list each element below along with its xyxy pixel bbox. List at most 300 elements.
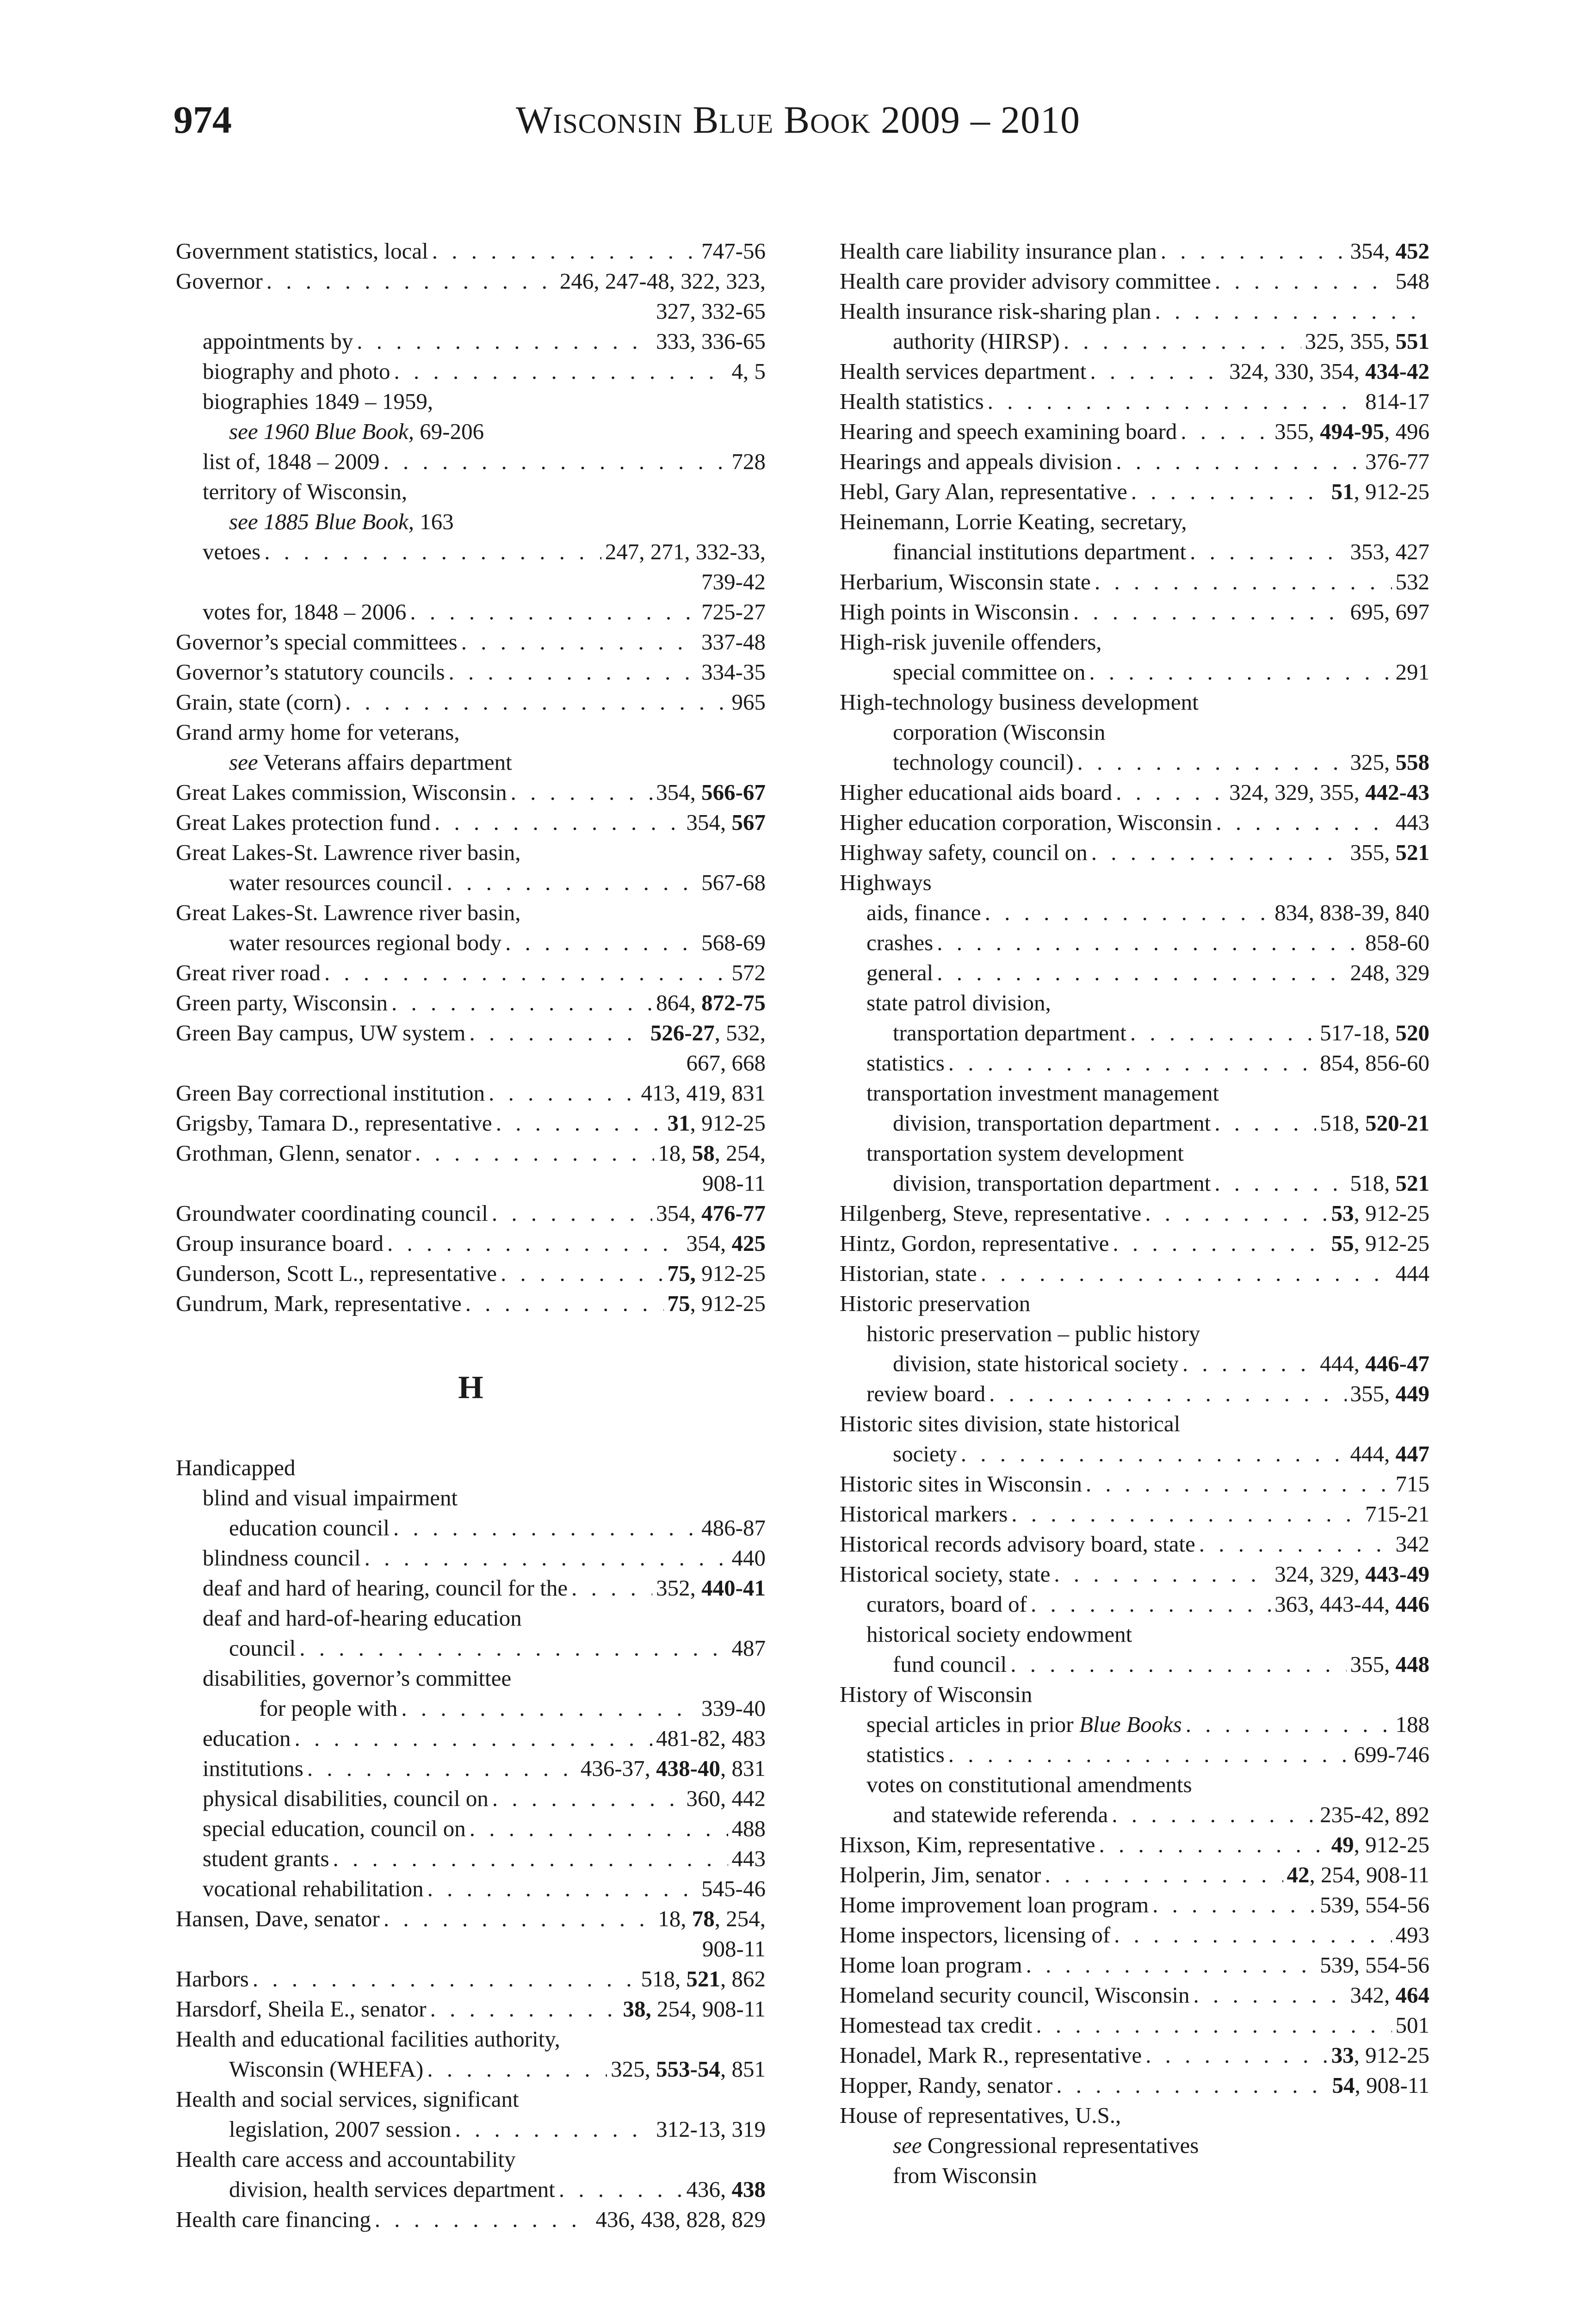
page-refs xyxy=(656,1573,766,1603)
index-entry xyxy=(176,958,766,988)
page-ref: , 912-25 xyxy=(690,1291,766,1316)
page-refs xyxy=(1274,416,1429,446)
dot-leader xyxy=(937,958,1346,988)
entry-term: Green party, Wisconsin xyxy=(176,990,388,1015)
index-entry xyxy=(176,1904,766,1964)
page-refs xyxy=(701,236,766,266)
page-ref: 545-46 xyxy=(701,1876,766,1901)
page-ref-bold: 446-47 xyxy=(1365,1351,1429,1376)
dot-leader xyxy=(985,897,1271,928)
entry-term: Home inspectors, licensing of xyxy=(840,1922,1111,1948)
entry-term: Heinemann, Lorrie Keating, secretary, xyxy=(840,509,1187,534)
page-ref: 436, 438, 828, 829 xyxy=(595,2207,766,2232)
page-ref: 699-746 xyxy=(1354,1742,1429,1767)
page-ref-bold: 476-77 xyxy=(701,1200,766,1226)
page-refs: 327, 332-65 xyxy=(656,298,766,324)
page-ref: 352, xyxy=(656,1575,702,1601)
entry-continuation xyxy=(176,1934,766,1964)
page-refs: 908-11 xyxy=(702,1170,766,1196)
index-entry xyxy=(176,717,766,777)
entry-term: financial institutions department xyxy=(893,539,1187,564)
entry-term: blind and visual impairment xyxy=(203,1485,458,1510)
index-entry xyxy=(840,356,1429,386)
page-ref-bold: 434-42 xyxy=(1365,359,1429,384)
entry-line xyxy=(840,897,1429,928)
page-refs xyxy=(1396,1709,1430,1739)
entry-line xyxy=(176,1994,766,2024)
entry-term: Herbarium, Wisconsin state xyxy=(840,569,1091,594)
index-entry xyxy=(176,1874,766,1904)
page-ref: 360, 442 xyxy=(686,1786,766,1811)
dot-leader xyxy=(266,266,556,296)
entry-term: division, state historical society xyxy=(893,1351,1179,1376)
page-ref-bold: 49 xyxy=(1331,1832,1354,1857)
page-ref-bold: 872-75 xyxy=(701,990,766,1015)
page-ref: 486-87 xyxy=(701,1515,766,1540)
page-ref: 539, 554-56 xyxy=(1320,1952,1429,1978)
entry-line xyxy=(840,1379,1429,1409)
index-entry xyxy=(840,1830,1429,1860)
entry-term: division, health services department xyxy=(229,2177,555,2202)
entry-term: biographies 1849 – 1959, xyxy=(203,389,433,414)
see-reference: see xyxy=(229,749,258,775)
page-ref: 354, xyxy=(1350,238,1396,264)
page-ref-bold: 438 xyxy=(731,2177,766,2202)
page-ref-bold: 33 xyxy=(1331,2042,1354,2068)
page-ref-bold: 447 xyxy=(1395,1441,1429,1466)
entry-line xyxy=(176,1964,766,1994)
page-ref-bold: 520-21 xyxy=(1365,1110,1429,1136)
dot-leader xyxy=(571,1573,652,1603)
entry-term: special articles in prior Blue Books xyxy=(866,1712,1182,1737)
entry-line xyxy=(840,1769,1429,1800)
page-ref-bold: 425 xyxy=(731,1231,766,1256)
entry-line xyxy=(840,1409,1429,1439)
page-ref-bold: 567 xyxy=(731,810,766,835)
page-ref: 333, 336-65 xyxy=(656,328,766,354)
entry-line xyxy=(176,928,766,958)
page-ref-bold: 553-54 xyxy=(656,2056,720,2082)
page-refs xyxy=(641,1078,766,1108)
entry-term: corporation (Wisconsin xyxy=(893,719,1106,745)
entry-term: Historical records advisory board, state xyxy=(840,1531,1195,1557)
page-ref-bold: 464 xyxy=(1395,1982,1429,2008)
page-refs xyxy=(1396,1258,1430,1288)
index-entry xyxy=(176,1078,766,1108)
entry-line xyxy=(840,597,1429,627)
dot-leader xyxy=(253,1964,637,1994)
dot-leader xyxy=(1064,326,1301,356)
entry-line xyxy=(840,1830,1429,1860)
page-refs xyxy=(1396,1469,1430,1499)
entry-term: Hansen, Dave, senator xyxy=(176,1906,380,1931)
page-refs xyxy=(1396,266,1430,296)
entry-continuation xyxy=(176,296,766,326)
entry-line xyxy=(840,567,1429,597)
index-entry xyxy=(840,1469,1429,1499)
dot-leader xyxy=(1031,1589,1271,1619)
entry-line xyxy=(176,356,766,386)
entry-term: Great Lakes-St. Lawrence river basin, xyxy=(176,840,521,865)
page-refs xyxy=(732,1843,766,1874)
page-ref: 325, 355, xyxy=(1305,328,1396,354)
page-refs xyxy=(1332,2070,1430,2100)
index-entry xyxy=(176,807,766,837)
page-header xyxy=(173,93,1423,148)
page-ref: , 912-25 xyxy=(690,1110,766,1136)
entry-line xyxy=(176,717,766,747)
index-entry xyxy=(840,1980,1429,2010)
index-entry xyxy=(840,1679,1429,1739)
entry-term: Green Bay campus, UW system xyxy=(176,1020,466,1045)
entry-term: institutions xyxy=(203,1756,303,1781)
dot-leader xyxy=(427,2054,607,2084)
page-refs xyxy=(1396,2010,1430,2040)
entry-line xyxy=(176,988,766,1018)
entry-line xyxy=(176,958,766,988)
entry-line xyxy=(840,236,1429,266)
entry-line xyxy=(176,867,766,897)
page-refs xyxy=(1229,777,1429,807)
dot-leader xyxy=(1161,236,1347,266)
page-ref-bold: 521 xyxy=(1395,1170,1429,1196)
page-ref: 339-40 xyxy=(701,1695,766,1721)
index-entry xyxy=(176,1723,766,1753)
index-entry xyxy=(840,2100,1429,2190)
index-entry xyxy=(176,1813,766,1843)
index-entry xyxy=(840,2070,1429,2100)
page-ref: , 912-25 xyxy=(1354,1231,1429,1256)
index-entry xyxy=(176,687,766,717)
page-ref: 248, 329 xyxy=(1350,960,1429,985)
entry-term: education council xyxy=(229,1515,390,1540)
page-refs xyxy=(687,1228,766,1258)
page-refs xyxy=(701,597,766,627)
dot-leader xyxy=(1011,1499,1361,1529)
entry-line xyxy=(176,2084,766,2114)
dot-leader xyxy=(1099,1830,1327,1860)
entry-line xyxy=(840,1318,1429,1348)
page-ref: 443 xyxy=(731,1846,766,1871)
index-entry xyxy=(840,928,1429,958)
page-refs xyxy=(1305,326,1430,356)
page-refs xyxy=(732,958,766,988)
page-refs xyxy=(1350,597,1430,627)
page-ref: , 912-25 xyxy=(1354,2042,1429,2068)
dot-leader xyxy=(391,988,652,1018)
page-refs xyxy=(656,988,766,1018)
entry-term: water resources regional body xyxy=(229,930,502,955)
entry-term: Hebl, Gary Alan, representative xyxy=(840,479,1127,504)
entry-line xyxy=(840,1228,1429,1258)
page-ref: 354, xyxy=(656,1200,702,1226)
entry-term: territory of Wisconsin, xyxy=(203,479,408,504)
entry-term: High points in Wisconsin xyxy=(840,599,1070,625)
entry-line xyxy=(176,1138,766,1168)
entry-continuation xyxy=(176,567,766,597)
page-refs xyxy=(732,356,766,386)
index-entry xyxy=(176,386,766,446)
entry-term: society xyxy=(893,1441,957,1466)
entry-line xyxy=(840,717,1429,747)
entry-term: Historic sites division, state historical xyxy=(840,1411,1181,1436)
entry-term: Health care liability insurance plan xyxy=(840,238,1157,264)
dot-leader xyxy=(345,687,728,717)
page-refs xyxy=(701,1693,766,1723)
index-entry xyxy=(840,266,1429,296)
page-refs xyxy=(1365,928,1429,958)
page-ref-bold: 42 xyxy=(1287,1862,1310,1887)
dot-leader xyxy=(496,1108,664,1138)
see-reference: see xyxy=(893,2133,922,2158)
entry-line xyxy=(840,1619,1429,1649)
index-entry xyxy=(840,958,1429,988)
entry-line xyxy=(176,1288,766,1318)
page-refs xyxy=(1396,1529,1430,1559)
page-ref: 354, xyxy=(686,810,732,835)
page-ref: 568-69 xyxy=(701,930,766,955)
entry-term: Health statistics xyxy=(840,389,984,414)
entry-line xyxy=(840,507,1429,537)
page-ref: 518, xyxy=(641,1966,687,1991)
page-ref-bold: 58 xyxy=(692,1140,715,1166)
entry-line xyxy=(840,1348,1429,1379)
entry-term: crashes xyxy=(866,930,934,955)
dot-leader xyxy=(948,1739,1350,1769)
page-refs xyxy=(668,1108,766,1138)
page-ref: 355, xyxy=(1350,1651,1396,1677)
index-entry xyxy=(840,1920,1429,1950)
index-entry xyxy=(840,1138,1429,1198)
page-ref: 747-56 xyxy=(701,238,766,264)
page-ref: 572 xyxy=(731,960,766,985)
entry-term: physical disabilities, council on xyxy=(203,1786,489,1811)
page-refs xyxy=(701,928,766,958)
entry-term: authority (HIRSP) xyxy=(893,328,1060,354)
entry-term: High-technology business development xyxy=(840,689,1199,715)
page-ref: 532 xyxy=(1395,569,1429,594)
page-number: 974 xyxy=(173,99,232,142)
entry-line xyxy=(176,1753,766,1783)
index-entry xyxy=(176,236,766,266)
page-ref: , 831 xyxy=(720,1756,766,1781)
entry-term: Great river road xyxy=(176,960,321,985)
entry-term: Highways xyxy=(840,870,932,895)
dot-leader xyxy=(492,1198,652,1228)
page-ref: 487 xyxy=(731,1635,766,1661)
page-refs xyxy=(656,1723,766,1753)
page-refs xyxy=(1274,897,1429,928)
page-refs xyxy=(1320,1348,1429,1379)
page-ref: 864, xyxy=(656,990,702,1015)
dot-leader xyxy=(1131,476,1328,507)
index-entry xyxy=(840,777,1429,807)
dot-leader xyxy=(461,627,698,657)
page-refs xyxy=(668,1288,766,1318)
page-refs xyxy=(732,1633,766,1663)
dot-leader xyxy=(1045,1860,1283,1890)
entry-term: aids, finance xyxy=(866,900,981,925)
entry-line xyxy=(840,1589,1429,1619)
entry-line xyxy=(840,1499,1429,1529)
entry-term: transportation system development xyxy=(866,1140,1184,1166)
dot-leader xyxy=(333,1843,728,1874)
entry-term: Groundwater coordinating council xyxy=(176,1200,488,1226)
dot-leader xyxy=(387,1228,682,1258)
page-ref-bold: 449 xyxy=(1395,1381,1429,1406)
entry-line xyxy=(840,1138,1429,1168)
page-ref: 444 xyxy=(1395,1261,1429,1286)
entry-line xyxy=(176,2024,766,2054)
page-refs xyxy=(1331,1228,1429,1258)
entry-line xyxy=(840,266,1429,296)
entry-term: Gundrum, Mark, representative xyxy=(176,1291,462,1316)
index-entry xyxy=(176,476,766,537)
index-entry xyxy=(176,1138,766,1198)
page-refs xyxy=(1365,446,1429,476)
dot-leader xyxy=(1216,807,1392,837)
index-entry xyxy=(176,1753,766,1783)
entry-term: general xyxy=(866,960,934,985)
index-entry xyxy=(840,1739,1429,1769)
entry-line xyxy=(840,1739,1429,1769)
page-refs xyxy=(1320,1108,1429,1138)
index-entry xyxy=(840,687,1429,777)
dot-leader xyxy=(1086,1469,1392,1499)
page-refs: 667, 668 xyxy=(686,1050,766,1076)
entry-line xyxy=(176,236,766,266)
entry-line xyxy=(176,807,766,837)
dot-leader xyxy=(492,1783,683,1813)
index-entry xyxy=(176,266,766,326)
entry-term: Hintz, Gordon, representative xyxy=(840,1231,1109,1256)
entry-term: Holperin, Jim, senator xyxy=(840,1862,1041,1887)
index-entry xyxy=(840,386,1429,416)
entry-line xyxy=(840,1469,1429,1499)
entry-line xyxy=(176,1573,766,1603)
entry-line xyxy=(840,837,1429,867)
index-entry xyxy=(840,1769,1429,1830)
page-refs xyxy=(605,537,766,567)
entry-line xyxy=(176,837,766,867)
dot-leader xyxy=(1090,356,1225,386)
page-refs xyxy=(1287,1860,1430,1890)
index-entry xyxy=(176,777,766,807)
page-ref-bold: 452 xyxy=(1395,238,1429,264)
entry-line xyxy=(176,1483,766,1513)
page-ref: 858-60 xyxy=(1365,930,1429,955)
page-refs xyxy=(1396,1920,1430,1950)
entry-line xyxy=(176,777,766,807)
page-ref-bold: 551 xyxy=(1395,328,1429,354)
dot-leader xyxy=(1056,2070,1328,2100)
dot-leader xyxy=(393,1513,698,1543)
entry-line xyxy=(176,416,766,446)
entry-term: division, transportation department xyxy=(893,1170,1211,1196)
see-target: 69-206 xyxy=(414,419,484,444)
index-entry xyxy=(176,1543,766,1573)
page-ref-bold: 521 xyxy=(686,1966,720,1991)
entry-term: Green Bay correctional institution xyxy=(176,1080,485,1106)
entry-term: Governor’s special committees xyxy=(176,629,458,655)
entry-line xyxy=(840,1950,1429,1980)
entry-term: Governor’s statutory councils xyxy=(176,659,445,685)
page-refs xyxy=(701,627,766,657)
page-refs xyxy=(1350,747,1430,777)
index-entry xyxy=(176,2024,766,2084)
page-ref: 814-17 xyxy=(1365,389,1429,414)
page-ref: 501 xyxy=(1395,2012,1429,2038)
page-refs xyxy=(1350,537,1430,567)
dot-leader xyxy=(415,1138,654,1168)
page-refs xyxy=(701,657,766,687)
entry-term: special committee on xyxy=(893,659,1086,685)
entry-line xyxy=(840,1559,1429,1589)
entry-term: votes for, 1848 – 2006 xyxy=(203,599,407,625)
dot-leader xyxy=(294,1723,652,1753)
entry-term: and statewide referenda xyxy=(893,1802,1108,1827)
dot-leader xyxy=(365,1543,728,1573)
entry-line xyxy=(176,1603,766,1633)
page-refs xyxy=(1350,1168,1430,1198)
entry-term: Wisconsin (WHEFA) xyxy=(229,2056,424,2082)
entry-term: statistics xyxy=(866,1742,945,1767)
entry-line xyxy=(840,867,1429,897)
page-ref-bold: 566-67 xyxy=(701,779,766,805)
entry-term: Health insurance risk-sharing plan xyxy=(840,298,1151,324)
entry-term: Health services department xyxy=(840,359,1087,384)
index-entry xyxy=(840,1198,1429,1228)
page-ref: 444, xyxy=(1320,1351,1366,1376)
entry-term: list of, 1848 – 2009 xyxy=(203,449,380,474)
page-ref: 695, 697 xyxy=(1350,599,1429,625)
index-entry xyxy=(840,2040,1429,2070)
page-ref: , 254, xyxy=(714,1906,766,1931)
page-ref: 715 xyxy=(1395,1471,1429,1497)
entry-line xyxy=(840,1198,1429,1228)
page-ref: , 912-25 xyxy=(1354,1832,1429,1857)
page-ref: 965 xyxy=(731,689,766,715)
dot-leader xyxy=(383,446,728,476)
page-ref: 854, 856-60 xyxy=(1320,1050,1429,1076)
page-refs xyxy=(1229,356,1429,386)
entry-term: Grand army home for veterans, xyxy=(176,719,460,745)
entry-line xyxy=(840,1288,1429,1318)
entry-line xyxy=(840,1649,1429,1679)
entry-line xyxy=(176,2144,766,2174)
page-ref: 518, xyxy=(1320,1110,1366,1136)
index-entry xyxy=(840,446,1429,476)
page-ref-bold: 78 xyxy=(692,1906,715,1931)
entry-continuation xyxy=(176,1048,766,1078)
entry-term: Hearing and speech examining board xyxy=(840,419,1177,444)
dot-leader xyxy=(989,1379,1346,1409)
page-ref: 342 xyxy=(1395,1531,1429,1557)
dot-leader xyxy=(1010,1649,1346,1679)
index-entry xyxy=(840,1258,1429,1288)
entry-line xyxy=(176,1258,766,1288)
entry-line xyxy=(840,1078,1429,1108)
entry-line xyxy=(176,657,766,687)
page-ref-bold: 54 xyxy=(1332,2072,1355,2098)
dot-leader xyxy=(375,2204,592,2234)
page-ref: 493 xyxy=(1395,1922,1429,1948)
entry-term: Home loan program xyxy=(840,1952,1022,1978)
entry-term: Higher education corporation, Wisconsin xyxy=(840,810,1212,835)
page-ref-bold: 75 xyxy=(667,1291,690,1316)
page-refs: 739-42 xyxy=(701,569,766,594)
page-refs xyxy=(1320,1800,1429,1830)
